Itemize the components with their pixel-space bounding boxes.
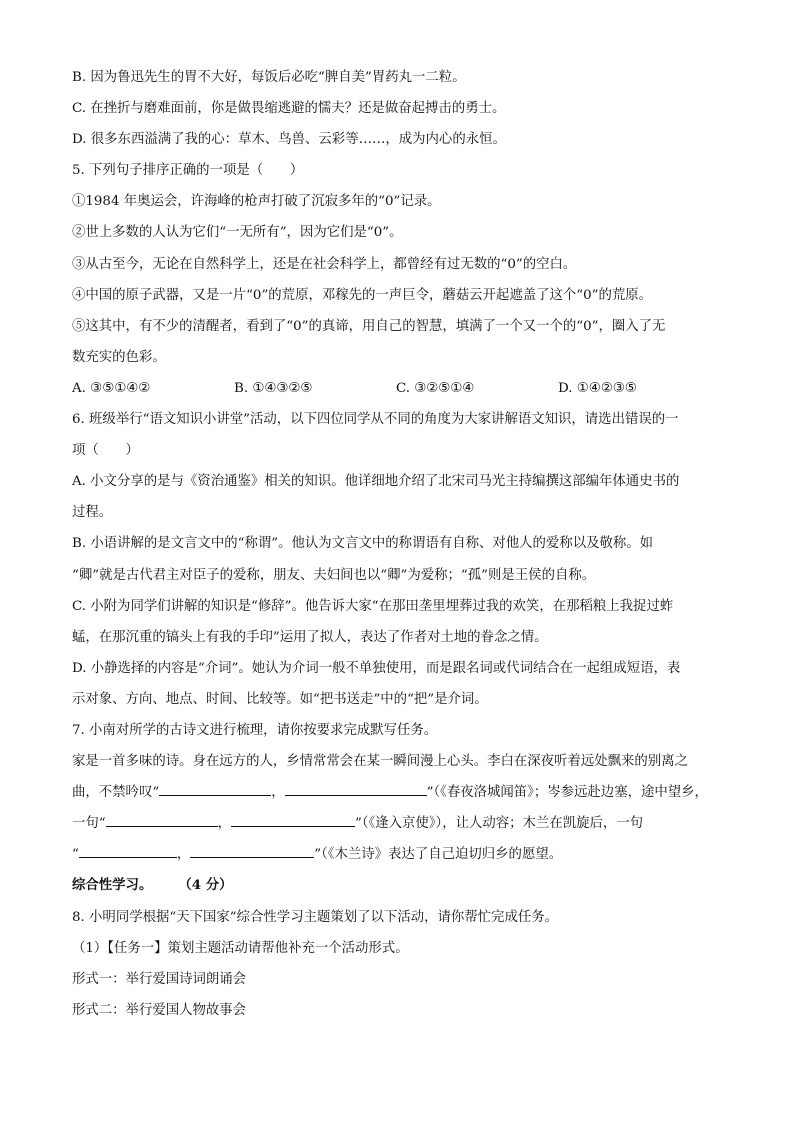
answer-blank-1[interactable] bbox=[159, 781, 271, 796]
q7-line4-suffix: ”（《木兰诗》表达了自己迫切归乡的愿望。 bbox=[314, 847, 563, 863]
exam-page bbox=[72, 62, 732, 1026]
section-score: （4 分） bbox=[178, 877, 233, 894]
q5-sentence-2: ②世上多数的人认为它们“一无所有”，因为它们是“0”。 bbox=[72, 225, 403, 241]
q6-option-a-cont: 过程。 bbox=[72, 505, 113, 521]
answer-blank-5[interactable] bbox=[79, 843, 177, 858]
q7-line3-comma: ， bbox=[217, 816, 232, 832]
q5-option-c: C. ③②⑤①④ bbox=[396, 380, 475, 396]
q5-sentence-5-cont: 数充实的色彩。 bbox=[72, 349, 166, 365]
q6-option-d: D. 小静选择的内容是“介词”。她认为介词一般不单独使用，而是跟名词或代词结合在一起组成短语，表 bbox=[72, 660, 681, 676]
q5-stem: 5. 下列句子排序正确的一项是（ ） bbox=[72, 163, 304, 179]
answer-blank-2[interactable] bbox=[285, 781, 427, 796]
q6-option-a: A. 小文分享的是与《资治通鉴》相关的知识。他详细地介绍了北宋司马光主持编撰这部编年体通史书的 bbox=[72, 474, 680, 490]
q8-form-2: 形式二：举行爱国人物故事会 bbox=[72, 1002, 247, 1018]
q7-line2-suffix: ”（《春夜洛城闻笛》；岑参远赴边塞，途中望乡， bbox=[426, 785, 708, 801]
q7-line2-prefix: 曲，不禁吟叹“ bbox=[72, 785, 160, 801]
q8-stem: 8. 小明同学根据“天下国家”综合性学习主题策划了以下活动，请你帮忙完成任务。 bbox=[72, 909, 559, 925]
q5-sentence-4: ④中国的原子武器，又是一片“0”的荒原，邓稼先的一声巨令，蘑菇云开起遮盖了这个“0”的荒原。 bbox=[72, 287, 653, 303]
q5-sentence-1: ①1984 年奥运会，许海峰的枪声打破了沉寂多年的“0”记录。 bbox=[72, 194, 441, 210]
q6-stem: 6. 班级举行“语文知识小讲堂”活动，以下四位同学从不同的角度为大家讲解语文知识，请选出错误的一 bbox=[72, 412, 679, 428]
q6-option-b: B. 小语讲解的是文言文中的“称谓”。他认为文言文中的称谓语有自称、对他人的爱称以及敬称。如 bbox=[72, 536, 654, 552]
q6-option-b-cont: “卿”就是古代君主对臣子的爱称，朋友、夫妇间也以“卿”为爱称；“孤”则是王侯的自称。 bbox=[72, 567, 596, 583]
section-heading bbox=[72, 870, 732, 901]
q7-passage-line-3 bbox=[72, 808, 732, 839]
q5-sentence-5: ⑤这其中，有不少的清醒者，看到了“0”的真谛，用自己的智慧，填满了一个又一个的“0”，圈入了无 bbox=[72, 318, 666, 334]
q4-option-b: B. 因为鲁迅先生的胃不大好，每饭后必吃“脾自美”胃药丸一二粒。 bbox=[72, 70, 466, 85]
q6-option-d-cont: 示对象、方向、地点、时间、比较等。如“把书送走”中的“把”是介词。 bbox=[72, 691, 488, 707]
q5-options bbox=[72, 373, 732, 404]
q7-passage-line-4 bbox=[72, 839, 732, 870]
q5-option-a: A. ③⑤①④② bbox=[72, 380, 151, 396]
q4-option-c: C. 在挫折与磨难面前，你是做畏缩逃避的懦夫？还是做奋起搏击的勇士。 bbox=[72, 101, 506, 117]
q7-passage-line-1: 家是一首多味的诗。身在远方的人，乡情常常会在某一瞬间漫上心头。李白在深夜听着远处飘来的别离之 bbox=[72, 754, 688, 770]
q7-line3-prefix: 一句“ bbox=[72, 816, 106, 832]
answer-blank-3[interactable] bbox=[106, 812, 218, 827]
q7-line4-comma: ， bbox=[176, 847, 191, 863]
q7-line2-comma: ， bbox=[271, 785, 285, 801]
q8-task-1: （1）【任务一】策划主题活动请帮他补充一个活动形式。 bbox=[72, 940, 409, 956]
answer-blank-4[interactable] bbox=[231, 812, 355, 827]
q5-sentence-3: ③从古至今，无论在自然科学上，还是在社会科学上，都曾经有过无数的“0”的空白。 bbox=[72, 256, 577, 272]
q5-option-d: D. ①④②③⑤ bbox=[558, 380, 637, 396]
section-title: 综合性学习。 bbox=[72, 877, 153, 894]
q6-option-c-cont: 蜢，在那沉重的镐头上有我的手印”运用了拟人，表达了作者对土地的眷念之情。 bbox=[72, 629, 548, 645]
q4-option-d: D. 很多东西溢满了我的心：草木、鸟兽、云彩等……，成为内心的永恒。 bbox=[72, 132, 506, 148]
q7-stem: 7. 小南对所学的古诗文进行梳理，请你按要求完成默写任务。 bbox=[72, 722, 438, 738]
q6-option-c: C. 小附为同学们讲解的知识是“修辞”。他告诉大家“在那田垄里埋葬过我的欢笑，在那稻粮上我捉过蚱 bbox=[72, 598, 674, 614]
q7-line4-prefix: “ bbox=[72, 847, 79, 863]
answer-blank-6[interactable] bbox=[190, 843, 314, 858]
q7-line3-suffix: ”（《逢入京使》），让人动容；木兰在凯旋后，一句 bbox=[355, 816, 644, 832]
q8-form-1: 形式一：举行爱国诗词朗诵会 bbox=[72, 971, 247, 987]
q6-stem-cont: 项（ ） bbox=[72, 443, 139, 459]
q7-passage-line-2 bbox=[72, 777, 732, 808]
q5-option-b: B. ①④③②⑤ bbox=[234, 380, 313, 396]
